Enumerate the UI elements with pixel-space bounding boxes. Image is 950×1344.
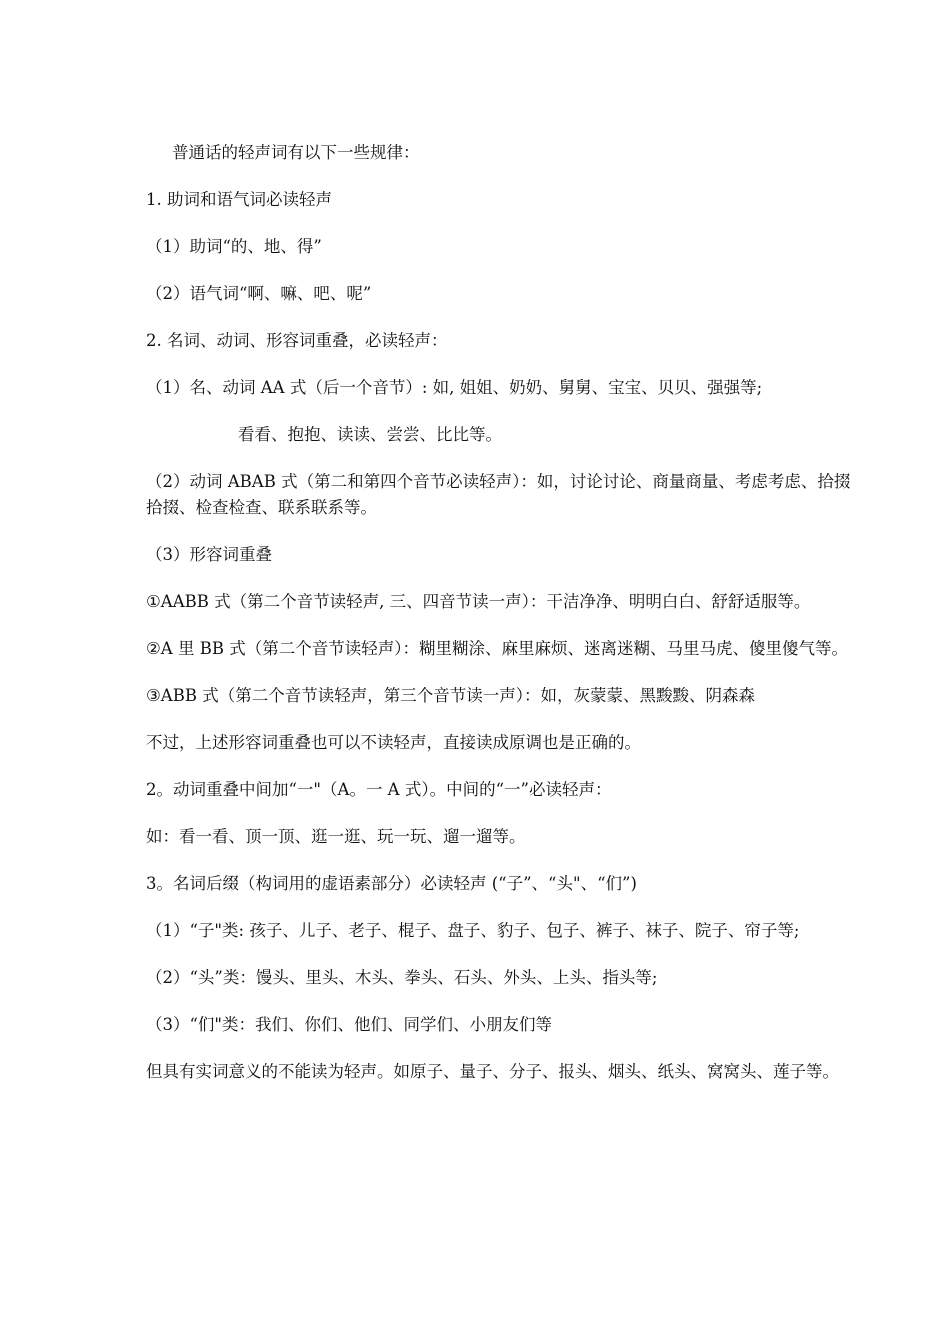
intro-paragraph: 普通话的轻声词有以下一些规律： xyxy=(172,143,420,162)
item-tou-suffix: （2）“头”类：馒头、里头、木头、拳头、石头、外头、上头、指头等; xyxy=(146,968,658,987)
item-adjective-reduplication: （3）形容词重叠 xyxy=(146,545,272,564)
item-aa-form: （1）名、动词 AA 式（后一个音节）: 如, 姐姐、奶奶、舅舅、宝宝、贝贝、强强等; xyxy=(146,378,763,397)
item-modal-particles: （2）语气词“啊、嘛、吧、呢” xyxy=(146,284,372,303)
item-men-suffix: （3）“们"类：我们、你们、他们、同学们、小朋友们等 xyxy=(146,1015,553,1034)
heading-auxiliary-modal: 1. 助词和语气词必读轻声 xyxy=(146,190,332,209)
heading-noun-suffix: 3。名词后缀（构词用的虚语素部分）必读轻声 (“子”、“头"、“们”) xyxy=(146,874,637,893)
item-zi-suffix: （1）“子"类: 孩子、儿子、老子、棍子、盘子、豹子、包子、裤子、袜子、院子、帘子等; xyxy=(146,921,800,940)
note-original-tone: 不过，上述形容词重叠也可以不读轻声，直接读成原调也是正确的。 xyxy=(146,733,641,752)
item-auxiliary-words: （1）助词“的、地、得” xyxy=(146,237,322,256)
item-aa-verbs: 看看、抱抱、读读、尝尝、比比等。 xyxy=(238,425,502,444)
item-abab-form: （2）动词 ABAB 式（第二和第四个音节必读轻声）：如，讨论讨论、商量商量、考虑考虑、拾掇拾掇、检查检查、联系联系等。 xyxy=(146,472,851,517)
item-alibb-form: ②A 里 BB 式（第二个音节读轻声）：糊里糊涂、麻里麻烦、迷离迷糊、马里马虎、傻里傻气等。 xyxy=(146,639,848,658)
example-verb-yi: 如：看一看、顶一顶、逛一逛、玩一玩、遛一遛等。 xyxy=(146,827,526,846)
note-exceptions: 但具有实词意义的不能读为轻声。如原子、量子、分子、报头、烟头、纸头、窝窝头、莲子等。 xyxy=(146,1062,839,1081)
document-body xyxy=(146,140,852,1106)
item-aabb-form: ①AABB 式（第二个音节读轻声, 三、四音节读一声）：干洁净净、明明白白、舒舒适服等。 xyxy=(146,592,811,611)
heading-reduplication: 2. 名词、动词、形容词重叠，必读轻声： xyxy=(146,331,448,350)
item-abb-form: ③ABB 式（第二个音节读轻声，第三个音节读一声）：如，灰蒙蒙、黑黢黢、阴森森 xyxy=(146,686,755,705)
heading-verb-yi: 2。动词重叠中间加“一"（A。一 A 式）。中间的“一”必读轻声： xyxy=(146,780,612,799)
